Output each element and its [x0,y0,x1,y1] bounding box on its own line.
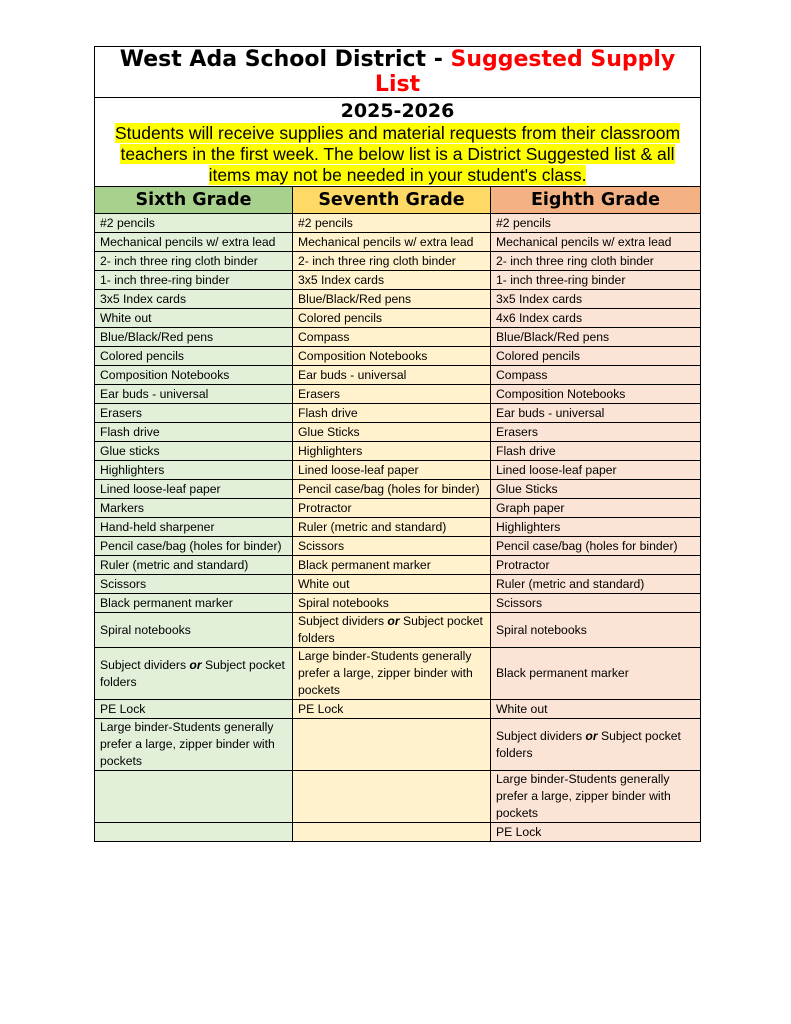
supply-item-eighth: Scissors [491,594,701,613]
supply-item-seventh: Subject dividers or Subject pocket folders [293,613,491,648]
supply-item-seventh: Glue Sticks [293,423,491,442]
supply-item-eighth: Protractor [491,556,701,575]
supply-item-sixth: PE Lock [95,700,293,719]
page-title [95,47,701,98]
supply-item-sixth: Blue/Black/Red pens [95,328,293,347]
supply-item-eighth: Large binder-Students generally prefer a large, zipper binder with pockets [491,771,701,823]
supply-item-eighth: Subject dividers or Subject pocket folders [491,719,701,771]
supply-item-sixth: #2 pencils [95,214,293,233]
table-row [95,366,701,385]
table-row [95,252,701,271]
table-row [95,556,701,575]
table-row [95,328,701,347]
supply-item-seventh: Spiral notebooks [293,594,491,613]
supply-item-eighth: 1- inch three-ring binder [491,271,701,290]
supply-item-sixth: Spiral notebooks [95,613,293,648]
supply-item-sixth: Highlighters [95,461,293,480]
supply-item-sixth: 2- inch three ring cloth binder [95,252,293,271]
supply-item-sixth: Ruler (metric and standard) [95,556,293,575]
column-header-sixth: Sixth Grade [95,187,293,214]
supply-item-eighth: #2 pencils [491,214,701,233]
supply-item-seventh: Compass [293,328,491,347]
supply-item-seventh: Ear buds - universal [293,366,491,385]
supply-item-eighth: Lined loose-leaf paper [491,461,701,480]
supply-item-seventh: Flash drive [293,404,491,423]
supply-item-seventh: Ruler (metric and standard) [293,518,491,537]
supply-rows [95,214,701,842]
table-row [95,309,701,328]
supply-item-eighth: 3x5 Index cards [491,290,701,309]
supply-item-seventh: Black permanent marker [293,556,491,575]
school-year: 2025-2026 [340,99,455,122]
supply-item-sixth: 3x5 Index cards [95,290,293,309]
table-row [95,385,701,404]
supply-item-eighth: Spiral notebooks [491,613,701,648]
supply-item-seventh: Highlighters [293,442,491,461]
supply-item-seventh: Protractor [293,499,491,518]
supply-item-seventh: 2- inch three ring cloth binder [293,252,491,271]
supply-item-sixth: Scissors [95,575,293,594]
table-row [95,613,701,648]
supply-item-sixth: Colored pencils [95,347,293,366]
supply-item-eighth: Colored pencils [491,347,701,366]
supply-item-sixth: Pencil case/bag (holes for binder) [95,537,293,556]
supply-item-sixth: White out [95,309,293,328]
table-row [95,823,701,842]
supply-item-seventh: Colored pencils [293,309,491,328]
supply-item-sixth: 1- inch three-ring binder [95,271,293,290]
supply-item-seventh: 3x5 Index cards [293,271,491,290]
table-row [95,518,701,537]
supply-item-seventh: Erasers [293,385,491,404]
supply-item-eighth: Pencil case/bag (holes for binder) [491,537,701,556]
table-row [95,480,701,499]
table-row [95,404,701,423]
table-row [95,719,701,771]
supply-item-seventh: Pencil case/bag (holes for binder) [293,480,491,499]
supply-item-seventh: Mechanical pencils w/ extra lead [293,233,491,252]
supply-item-sixth: Markers [95,499,293,518]
column-header-seventh: Seventh Grade [293,187,491,214]
supply-item-eighth: Ruler (metric and standard) [491,575,701,594]
table-row [95,347,701,366]
table-row [95,442,701,461]
supply-item-seventh: #2 pencils [293,214,491,233]
supply-item-seventh [293,771,491,823]
supply-item-sixth: Large binder-Students generally prefer a large, zipper binder with pockets [95,719,293,771]
or-emphasis: or [585,728,598,743]
table-row [95,423,701,442]
table-row [95,594,701,613]
notice-text [100,123,695,186]
title-main: West Ada School District - [119,47,451,72]
supply-item-seventh: White out [293,575,491,594]
supply-item-eighth: Black permanent marker [491,648,701,700]
supply-item-eighth: PE Lock [491,823,701,842]
table-row [95,233,701,252]
supply-item-eighth: Highlighters [491,518,701,537]
supply-item-sixth: Glue sticks [95,442,293,461]
table-row [95,461,701,480]
table-row [95,290,701,309]
table-row [95,214,701,233]
table-row [95,648,701,700]
supply-item-eighth: Graph paper [491,499,701,518]
supply-item-eighth: Blue/Black/Red pens [491,328,701,347]
supply-item-eighth: Composition Notebooks [491,385,701,404]
supply-table [94,46,701,842]
notice-highlight: Students will receive supplies and material requests from their classroom teachers in the first week. The below list is a District Suggested list & all items may not be needed in your student's class. [114,122,681,185]
table-row [95,575,701,594]
supply-item-sixth: Flash drive [95,423,293,442]
supply-item-seventh: Blue/Black/Red pens [293,290,491,309]
supply-item-seventh: PE Lock [293,700,491,719]
supply-item-sixth: Lined loose-leaf paper [95,480,293,499]
supply-item-sixth: Subject dividers or Subject pocket folders [95,648,293,700]
supply-item-sixth: Mechanical pencils w/ extra lead [95,233,293,252]
or-emphasis: or [189,657,202,672]
supply-item-seventh: Composition Notebooks [293,347,491,366]
column-header-eighth: Eighth Grade [491,187,701,214]
supply-item-sixth: Black permanent marker [95,594,293,613]
supply-item-eighth: 4x6 Index cards [491,309,701,328]
supply-item-eighth: Glue Sticks [491,480,701,499]
supply-item-eighth: White out [491,700,701,719]
supply-item-sixth: Erasers [95,404,293,423]
supply-item-sixth [95,823,293,842]
table-row [95,771,701,823]
supply-item-eighth: 2- inch three ring cloth binder [491,252,701,271]
supply-item-eighth: Flash drive [491,442,701,461]
title-highlight: Suggested Supply List [374,47,676,97]
or-emphasis: or [387,614,400,628]
supply-item-sixth: Composition Notebooks [95,366,293,385]
supply-item-eighth: Mechanical pencils w/ extra lead [491,233,701,252]
table-row [95,499,701,518]
table-row [95,537,701,556]
supply-item-seventh: Lined loose-leaf paper [293,461,491,480]
supply-item-sixth: Ear buds - universal [95,385,293,404]
table-row [95,700,701,719]
year-notice-cell [95,98,701,187]
supply-item-sixth: Hand-held sharpener [95,518,293,537]
supply-item-eighth: Compass [491,366,701,385]
supply-list-sheet [94,46,700,842]
supply-item-seventh [293,823,491,842]
supply-item-eighth: Erasers [491,423,701,442]
supply-item-seventh: Large binder-Students generally prefer a large, zipper binder with pockets [293,648,491,700]
supply-item-sixth [95,771,293,823]
supply-item-eighth: Ear buds - universal [491,404,701,423]
table-row [95,271,701,290]
supply-item-seventh [293,719,491,771]
supply-item-seventh: Scissors [293,537,491,556]
